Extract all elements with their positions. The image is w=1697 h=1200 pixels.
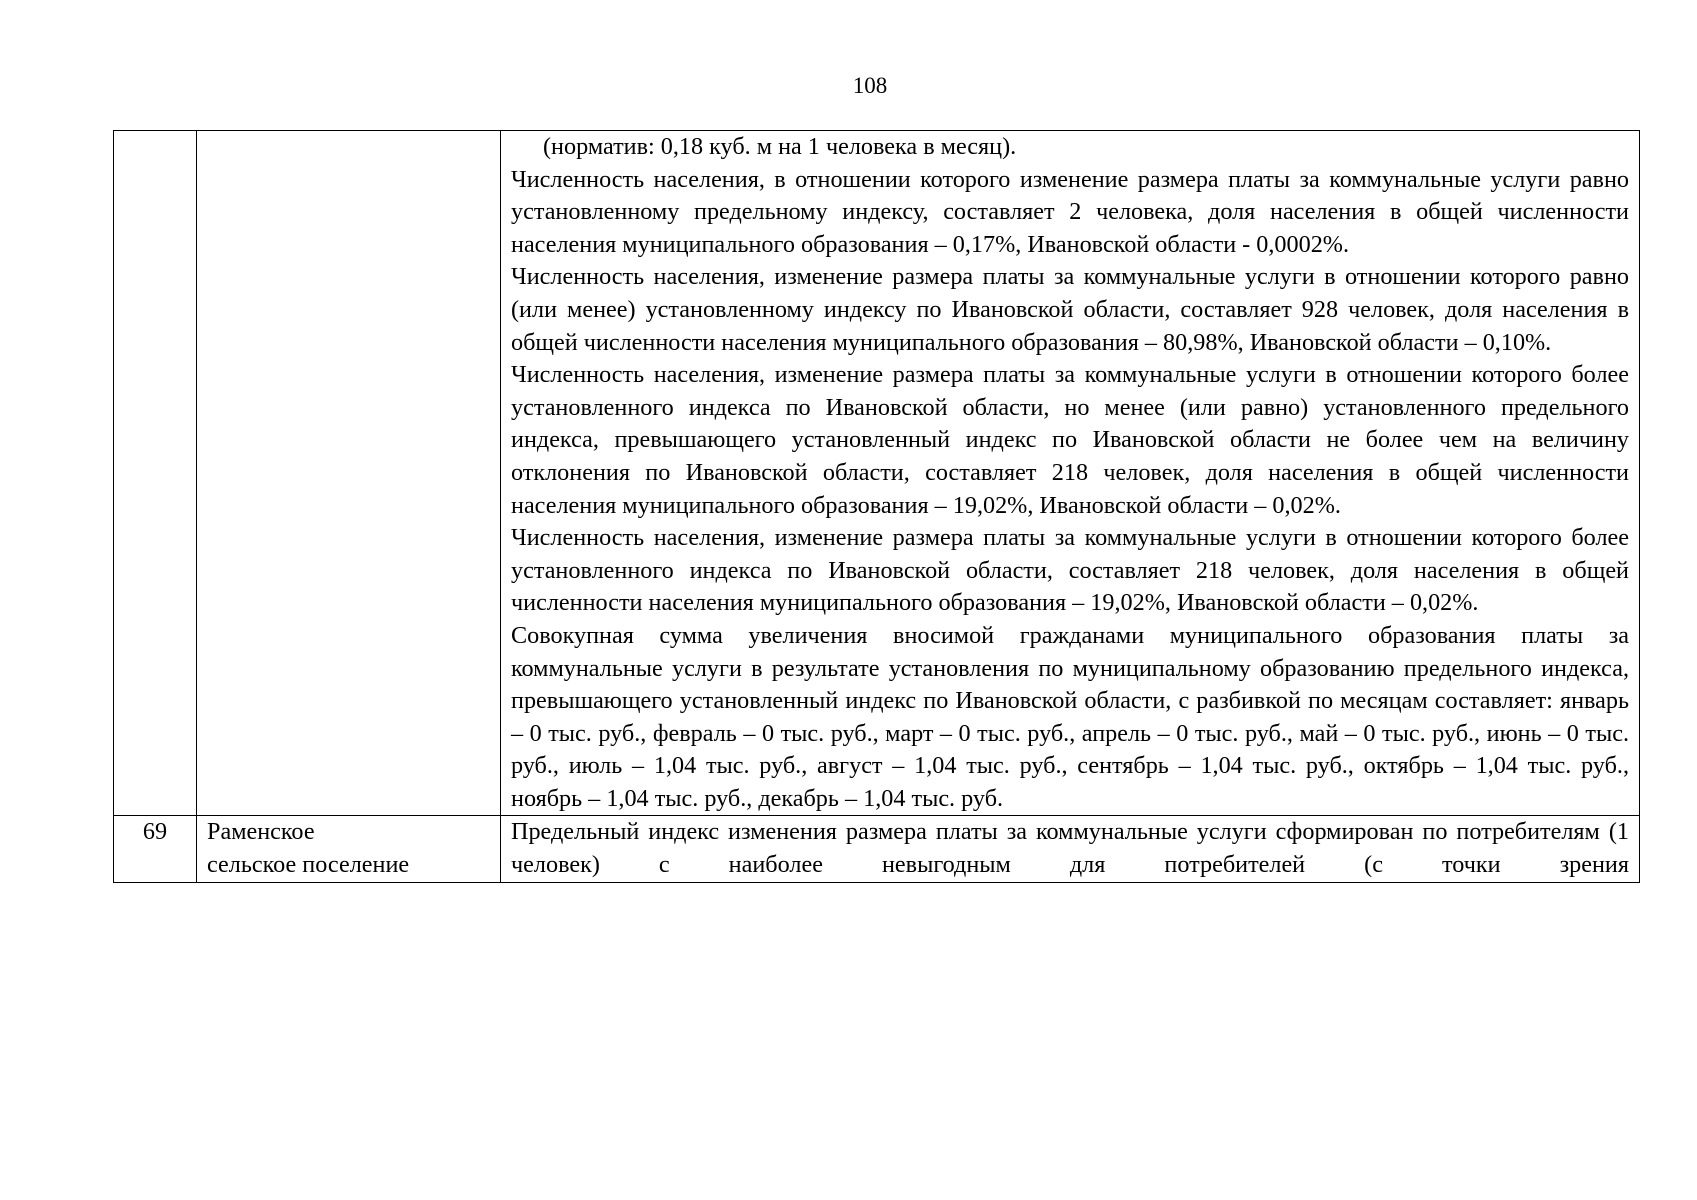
monthly-sum-paragraph: Совокупная сумма увеличения вносимой гражданами муниципального образования платы за коммунальные услуги в результате установления по муниципальному образованию предельного индекса, превышающего установленный индекс по Ивановской области, с разбивкой по месяцам составляет: январь – 0 тыс. руб., февраль – 0 тыс. руб., март – 0 тыс. руб., апрель – 0 тыс. руб., май – 0 тыс. руб., июнь – 0 тыс. руб., июль – 1,04 тыс. руб., август – 1,04 тыс. руб., сентябрь – 1,04 тыс. руб., октябрь – 1,04 тыс. руб., ноябрь – 1,04 тыс. руб., декабрь – 1,04 тыс. руб. <box>511 621 1629 812</box>
population-above-index-paragraph: Численность населения, изменение размера платы за коммунальные услуги в отношении которого более установленного индекса по Ивановской области, составляет 218 человек, доля населения в общей численности населения муниципального образования – 19,02%, Ивановской области – 0,02%. <box>511 524 1629 617</box>
population-below-index-paragraph: Численность населения, изменение размера платы за коммунальные услуги в отношении которого равно (или менее) установленному индексу по Ивановской области, составляет 928 человек, доля населения в общей численности населения муниципального образования – 80,98%, Ивановской области – 0,10%. <box>511 263 1629 356</box>
municipal-index-table <box>113 130 1640 883</box>
table-row <box>114 816 1640 882</box>
description-cell <box>501 816 1640 882</box>
description-cell <box>501 131 1640 816</box>
page-number: 108 <box>852 73 888 98</box>
row-number-cell <box>114 131 197 816</box>
row-number-cell: 69 <box>114 816 197 882</box>
limit-index-paragraph: Предельный индекс изменения размера платы за коммунальные услуги сформирован по потребителям (1 человек) с наиболее невыгодным для потребителей (с точки зрения <box>511 818 1629 879</box>
table-row <box>114 131 1640 816</box>
population-limit-paragraph: Численность населения, в отношении которого изменение размера платы за коммунальные услуги равно установленному предельному индексу, составляет 2 человека, доля населения в общей численности населения муниципального образования – 0,17%, Ивановской области - 0,0002%. <box>511 165 1629 258</box>
municipality-name-line: Раменское <box>207 818 315 846</box>
municipality-name-line: сельское поселение <box>207 851 410 879</box>
municipality-name-cell <box>197 131 501 816</box>
population-between-index-paragraph: Численность населения, изменение размера платы за коммунальные услуги в отношении которого более установленного индекса по Ивановской области, но менее (или равно) установленного предельного индекса, превышающего установленный индекс по Ивановской области не более чем на величину отклонения по Ивановской области, составляет 218 человек, доля населения в общей численности населения муниципального образования – 19,02%, Ивановской области – 0,02%. <box>511 361 1629 519</box>
norm-paragraph: (норматив: 0,18 куб. м на 1 человека в месяц). <box>543 133 1017 160</box>
municipality-name-cell <box>197 816 501 882</box>
